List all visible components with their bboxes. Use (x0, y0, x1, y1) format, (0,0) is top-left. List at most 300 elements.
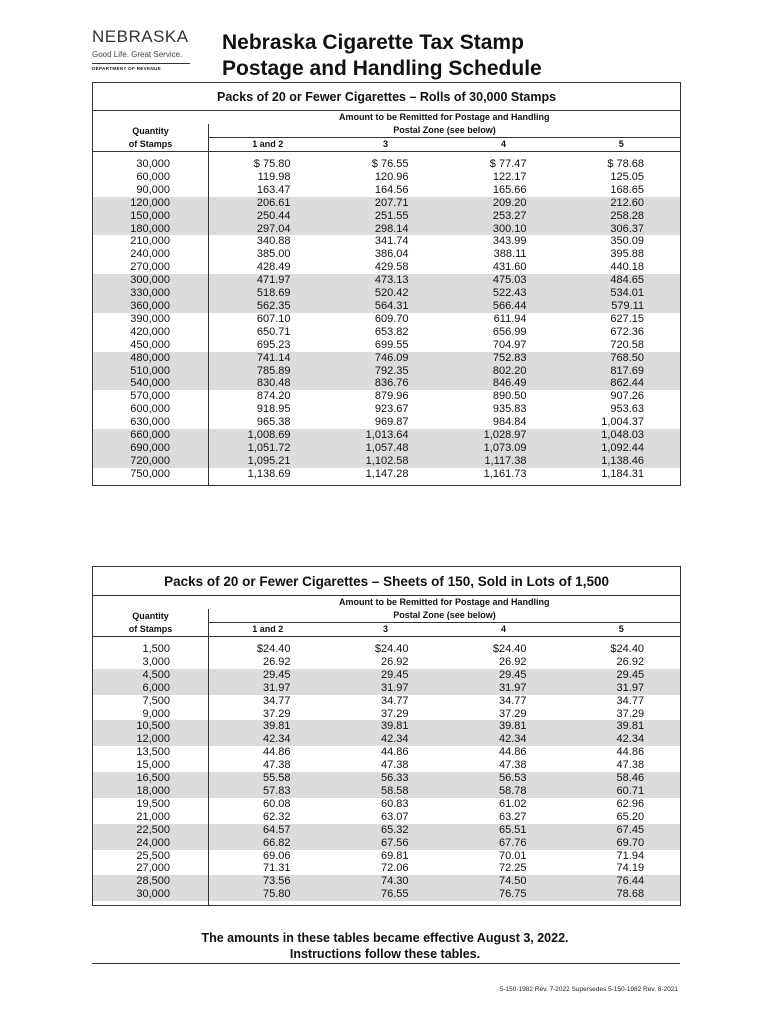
amount-cell: 1,161.73 (483, 467, 527, 480)
table-row (93, 158, 681, 171)
table-row (93, 811, 681, 824)
table-row (93, 377, 681, 390)
quantity-cell: 180,000 (93, 223, 209, 236)
amount-cell: 1,057.48 (327, 442, 445, 455)
amount-cell: 1,028.97 (445, 429, 563, 442)
amount-cell: 62.96 (616, 797, 645, 810)
amount-cell: 672.36 (610, 325, 645, 338)
amount-cell: 704.97 (492, 338, 527, 351)
amount-cell: 60.08 (262, 797, 291, 810)
table-row (93, 733, 681, 746)
amount-cell: 907.26 (610, 390, 645, 403)
amount-cell: 42.34 (209, 733, 327, 746)
amount-cell: 34.77 (380, 694, 409, 707)
table-row (93, 197, 681, 210)
amount-cell: 522.43 (445, 287, 563, 300)
amount-cell: 484.65 (563, 274, 681, 287)
amount-cell: 428.49 (256, 261, 291, 274)
table-row (93, 184, 681, 197)
amount-cell: 699.55 (374, 338, 409, 351)
amount-cell: 55.58 (209, 772, 327, 785)
page-title (222, 30, 542, 82)
amount-cell: 58.58 (327, 785, 445, 798)
table-row (93, 210, 681, 223)
amount-cell: 862.44 (563, 377, 681, 390)
amount-cell: 1,051.72 (209, 442, 327, 455)
amount-cell: 65.32 (327, 824, 445, 837)
amount-cell: $24.40 (610, 643, 645, 655)
zone-header: 3 (327, 138, 445, 152)
quantity-cell: 4,500 (93, 669, 209, 682)
amount-cell: 206.61 (209, 197, 327, 210)
sheets-schedule-table (92, 566, 681, 906)
logo-wordmark: NEBRASKA (92, 27, 189, 46)
amount-cell: 984.84 (492, 416, 527, 429)
amount-cell: 792.35 (327, 365, 445, 378)
amount-cell: 817.69 (563, 365, 681, 378)
amount-cell: 71.31 (262, 862, 291, 875)
table-row (93, 403, 681, 416)
table-body (93, 158, 681, 481)
amount-cell: 76.44 (563, 875, 681, 888)
amount-cell: 830.48 (209, 377, 327, 390)
logo-department: DEPARTMENT OF REVENUE (92, 66, 161, 71)
amount-cell: 209.20 (445, 197, 563, 210)
quantity-cell: 690,000 (93, 442, 209, 455)
amount-cell: 58.46 (563, 772, 681, 785)
amount-cell: 47.38 (498, 759, 527, 772)
table-row (93, 746, 681, 759)
amount-cell: 562.35 (209, 300, 327, 313)
amount-cell: 388.11 (493, 248, 527, 261)
amount-cell: 566.44 (445, 300, 563, 313)
amount-cell: 76.75 (445, 888, 563, 901)
table-caption: Packs of 20 or Fewer Cigarettes – Sheets of 150, Sold in Lots of 1,500 (93, 567, 681, 596)
amount-cell: 340.88 (256, 235, 291, 248)
amount-cell: 207.71 (327, 197, 445, 210)
amount-cell: 1,004.37 (601, 416, 645, 429)
amount-cell: 37.29 (498, 707, 527, 720)
amount-cell: 650.71 (256, 325, 291, 338)
amount-cell: 741.14 (209, 352, 327, 365)
amount-cell: 611.94 (493, 312, 527, 325)
table-row (93, 656, 681, 669)
quantity-cell: 16,500 (93, 772, 209, 785)
table-row (93, 824, 681, 837)
quantity-cell: 270,000 (93, 261, 209, 274)
amount-cell: 39.81 (445, 720, 563, 733)
amount-cell: 627.15 (610, 312, 645, 325)
amount-cell: 923.67 (374, 403, 409, 416)
quantity-cell: 450,000 (93, 339, 209, 352)
table-body (93, 643, 681, 901)
logo-divider (92, 63, 190, 64)
amount-cell: 39.81 (209, 720, 327, 733)
amount-cell: 64.57 (209, 824, 327, 837)
amount-cell: 473.13 (327, 274, 445, 287)
quantity-header (93, 124, 209, 152)
amount-cell: 350.09 (610, 235, 645, 248)
amount-cell: 67.56 (327, 837, 445, 850)
amount-cell: 37.29 (616, 707, 645, 720)
amount-cell: 60.71 (563, 785, 681, 798)
amount-cell: 44.86 (380, 746, 409, 759)
amount-cell: 836.76 (327, 377, 445, 390)
amount-cell: 78.68 (563, 888, 681, 901)
amount-cell: 44.86 (616, 746, 645, 759)
effective-line: The amounts in these tables became effective August 3, 2022. (201, 931, 569, 945)
amount-cell: 165.66 (492, 183, 527, 196)
amount-cell: $ 76.55 (371, 158, 409, 170)
amount-cell: 343.99 (492, 235, 527, 248)
quantity-header-line: of Stamps (128, 138, 173, 149)
zone-header: 4 (445, 138, 563, 152)
amount-cell: 61.02 (498, 797, 527, 810)
table-row (93, 171, 681, 184)
amount-cell: 69.81 (380, 849, 409, 862)
nebraska-logo (92, 28, 192, 71)
amount-cell: 752.83 (445, 352, 563, 365)
quantity-cell: 420,000 (93, 326, 209, 339)
zone-header: 1 and 2 (209, 138, 327, 152)
amount-cell: 31.97 (563, 682, 681, 695)
zone-header: 5 (563, 623, 681, 637)
amount-cell: 74.30 (327, 875, 445, 888)
amount-cell: 520.42 (327, 287, 445, 300)
quantity-cell: 390,000 (93, 313, 209, 326)
table-row (93, 708, 681, 721)
table-row (93, 772, 681, 785)
amount-cell: 1,073.09 (445, 442, 563, 455)
amount-cell: 953.63 (610, 403, 645, 416)
amount-cell: 69.06 (262, 849, 291, 862)
amount-cell: 66.82 (209, 837, 327, 850)
quantity-cell: 30,000 (93, 158, 209, 171)
quantity-header-line: of Stamps (128, 623, 173, 634)
amount-cell: 65.20 (616, 810, 645, 823)
quantity-cell: 13,500 (93, 746, 209, 759)
quantity-cell: 3,000 (93, 656, 209, 669)
table-row (93, 875, 681, 888)
amount-cell: 122.17 (492, 170, 527, 183)
effective-date-note (0, 930, 770, 962)
amount-cell: 879.96 (374, 390, 409, 403)
amount-cell: 440.18 (610, 261, 645, 274)
amount-cell: 70.01 (498, 849, 527, 862)
amount-cell: 802.20 (445, 365, 563, 378)
table-row (93, 888, 681, 901)
amount-cell: 386.04 (374, 248, 409, 261)
instructions-line: Instructions follow these tables. (289, 947, 481, 961)
amount-cell: 306.37 (563, 223, 681, 236)
amount-cell: 26.92 (262, 655, 291, 668)
amount-cell: 31.97 (327, 682, 445, 695)
amount-cell: 67.45 (563, 824, 681, 837)
quantity-cell: 24,000 (93, 837, 209, 850)
amount-cell: $ 75.80 (253, 158, 291, 170)
amount-header: Amount to be Remitted for Postage and Handling (339, 112, 550, 122)
amount-cell: 1,147.28 (365, 467, 409, 480)
amount-cell: 42.34 (563, 733, 681, 746)
table-row (93, 287, 681, 300)
table-row (93, 274, 681, 287)
table-row (93, 862, 681, 875)
amount-cell: 534.01 (563, 287, 681, 300)
amount-cell: 385.00 (256, 248, 291, 261)
table-row (93, 429, 681, 442)
table-row (93, 785, 681, 798)
quantity-cell: 630,000 (93, 416, 209, 429)
amount-cell: 34.77 (262, 694, 291, 707)
postal-zone-header: Postal Zone (see below) (209, 609, 681, 623)
quantity-cell: 7,500 (93, 695, 209, 708)
quantity-cell: 90,000 (93, 184, 209, 197)
amount-cell: 125.05 (610, 170, 645, 183)
quantity-cell: 27,000 (93, 862, 209, 875)
table-row (93, 235, 681, 248)
table-row (93, 390, 681, 403)
quantity-cell: 330,000 (93, 287, 209, 300)
amount-cell: 69.70 (563, 837, 681, 850)
amount-cell: 890.50 (492, 390, 527, 403)
amount-cell: 341.74 (374, 235, 409, 248)
footer-divider (92, 963, 680, 964)
table-row (93, 455, 681, 468)
amount-cell: 29.45 (445, 669, 563, 682)
table-row (93, 468, 681, 481)
quantity-cell: 6,000 (93, 682, 209, 695)
amount-cell: 935.83 (492, 403, 527, 416)
zone-header: 1 and 2 (209, 623, 327, 637)
amount-cell: 695.23 (256, 338, 291, 351)
quantity-cell: 28,500 (93, 875, 209, 888)
table-row (93, 365, 681, 378)
amount-cell: 297.04 (209, 223, 327, 236)
quantity-cell: 30,000 (93, 888, 209, 901)
quantity-cell: 22,500 (93, 824, 209, 837)
table-row (93, 682, 681, 695)
amount-cell: 1,095.21 (209, 455, 327, 468)
quantity-cell: 150,000 (93, 210, 209, 223)
amount-cell: 29.45 (327, 669, 445, 682)
postal-zone-header: Postal Zone (see below) (209, 124, 681, 138)
amount-cell: 62.32 (262, 810, 291, 823)
quantity-cell: 21,000 (93, 811, 209, 824)
quantity-cell: 60,000 (93, 171, 209, 184)
quantity-cell: 570,000 (93, 390, 209, 403)
amount-cell: 1,138.69 (247, 467, 291, 480)
amount-cell: $24.40 (256, 643, 291, 655)
quantity-cell: 600,000 (93, 403, 209, 416)
quantity-cell: 9,000 (93, 708, 209, 721)
table-caption: Packs of 20 or Fewer Cigarettes – Rolls of 30,000 Stamps (93, 83, 681, 111)
table-row (93, 261, 681, 274)
amount-cell: 1,184.31 (601, 467, 645, 480)
title-line-1: Nebraska Cigarette Tax Stamp (222, 31, 524, 54)
quantity-cell: 19,500 (93, 798, 209, 811)
table-row (93, 720, 681, 733)
amount-cell: 564.31 (327, 300, 445, 313)
amount-cell: 1,008.69 (209, 429, 327, 442)
logo-tagline: Good Life. Great Service. (92, 50, 183, 59)
amount-cell: 47.38 (380, 759, 409, 772)
table-row (93, 837, 681, 850)
quantity-cell: 12,000 (93, 733, 209, 746)
amount-cell: 656.99 (492, 325, 527, 338)
title-line-2: Postage and Handling Schedule (222, 57, 542, 80)
table-row (93, 416, 681, 429)
quantity-cell: 25,500 (93, 850, 209, 863)
table-row (93, 643, 681, 656)
quantity-cell: 300,000 (93, 274, 209, 287)
amount-cell: 518.69 (209, 287, 327, 300)
quantity-cell: 720,000 (93, 455, 209, 468)
amount-header: Amount to be Remitted for Postage and Handling (339, 597, 550, 607)
amount-cell: $ 78.68 (607, 158, 645, 170)
table-row (93, 300, 681, 313)
amount-cell: 39.81 (327, 720, 445, 733)
amount-cell: 258.28 (563, 210, 681, 223)
amount-cell: 1,013.64 (327, 429, 445, 442)
amount-cell: 163.47 (256, 183, 291, 196)
amount-cell: 120.96 (374, 170, 409, 183)
amount-cell: 44.86 (262, 746, 291, 759)
amount-cell: 918.95 (256, 403, 291, 416)
quantity-cell: 660,000 (93, 429, 209, 442)
amount-cell: 56.33 (327, 772, 445, 785)
quantity-cell: 360,000 (93, 300, 209, 313)
amount-cell: 39.81 (563, 720, 681, 733)
amount-cell: 874.20 (256, 390, 291, 403)
table-row (93, 669, 681, 682)
quantity-cell: 240,000 (93, 248, 209, 261)
quantity-cell: 480,000 (93, 352, 209, 365)
amount-cell: 57.83 (209, 785, 327, 798)
amount-cell: 60.83 (380, 797, 409, 810)
amount-cell: $24.40 (492, 643, 527, 655)
table-row (93, 695, 681, 708)
zone-header: 5 (563, 138, 681, 152)
amount-cell: 168.65 (610, 183, 645, 196)
amount-cell: 47.38 (616, 759, 645, 772)
amount-cell: 29.45 (563, 669, 681, 682)
amount-cell: 26.92 (616, 655, 645, 668)
amount-cell: 768.50 (563, 352, 681, 365)
form-number: 5-150-1982 Rev. 7-2022 Supersedes 5-150-1982 Rev. 8-2021 (499, 986, 678, 993)
table-row (93, 248, 681, 261)
amount-cell: 31.97 (445, 682, 563, 695)
quantity-cell: 18,000 (93, 785, 209, 798)
quantity-header-line: Quantity (132, 125, 169, 136)
amount-cell: 63.27 (498, 810, 527, 823)
quantity-cell: 10,500 (93, 720, 209, 733)
amount-cell: 253.27 (445, 210, 563, 223)
amount-cell: 429.58 (374, 261, 409, 274)
amount-cell: 1,102.58 (327, 455, 445, 468)
amount-cell: 63.07 (380, 810, 409, 823)
amount-cell: 1,117.38 (445, 455, 563, 468)
zone-header: 3 (327, 623, 445, 637)
amount-cell: 965.38 (256, 416, 291, 429)
amount-cell: $24.40 (374, 643, 409, 655)
amount-cell: 34.77 (498, 694, 527, 707)
quantity-header (93, 609, 209, 637)
amount-cell: 72.25 (498, 862, 527, 875)
amount-cell: 58.78 (445, 785, 563, 798)
amount-cell: 119.98 (257, 170, 291, 183)
quantity-cell: 1,500 (93, 643, 209, 656)
table-row (93, 326, 681, 339)
amount-cell: 37.29 (262, 707, 291, 720)
zone-header: 4 (445, 623, 563, 637)
table-row (93, 223, 681, 236)
amount-cell: 65.51 (445, 824, 563, 837)
amount-cell: 607.10 (256, 312, 291, 325)
amount-cell: 300.10 (445, 223, 563, 236)
amount-cell: 720.58 (610, 338, 645, 351)
amount-cell: 431.60 (492, 261, 527, 274)
amount-cell: 71.94 (616, 849, 645, 862)
amount-cell: 34.77 (616, 694, 645, 707)
amount-cell: 609.70 (374, 312, 409, 325)
amount-cell: 74.50 (445, 875, 563, 888)
amount-cell: 29.45 (209, 669, 327, 682)
amount-cell: 67.76 (445, 837, 563, 850)
amount-cell: 76.55 (327, 888, 445, 901)
amount-cell: 251.55 (327, 210, 445, 223)
table-row (93, 313, 681, 326)
amount-cell: 42.34 (327, 733, 445, 746)
table-row (93, 352, 681, 365)
amount-cell: 250.44 (209, 210, 327, 223)
amount-cell: 746.09 (327, 352, 445, 365)
table-row (93, 759, 681, 772)
quantity-cell: 510,000 (93, 365, 209, 378)
amount-cell: 73.56 (209, 875, 327, 888)
amount-cell: 74.19 (616, 862, 645, 875)
amount-cell: 164.56 (374, 183, 409, 196)
amount-cell: 37.29 (380, 707, 409, 720)
amount-cell: 56.53 (445, 772, 563, 785)
amount-cell: 31.97 (209, 682, 327, 695)
amount-cell: 42.34 (445, 733, 563, 746)
quantity-cell: 210,000 (93, 235, 209, 248)
amount-cell: 1,092.44 (563, 442, 681, 455)
amount-cell: 785.89 (209, 365, 327, 378)
table-row (93, 850, 681, 863)
quantity-cell: 540,000 (93, 377, 209, 390)
table-row (93, 339, 681, 352)
quantity-cell: 120,000 (93, 197, 209, 210)
amount-cell: 1,048.03 (563, 429, 681, 442)
amount-cell: 26.92 (380, 655, 409, 668)
quantity-header-line: Quantity (132, 610, 169, 621)
amount-cell: 969.87 (374, 416, 409, 429)
amount-cell: 653.82 (374, 325, 409, 338)
amount-cell: 75.80 (209, 888, 327, 901)
table-row (93, 798, 681, 811)
quantity-cell: 750,000 (93, 468, 209, 481)
amount-cell: 72.06 (380, 862, 409, 875)
amount-cell: 579.11 (563, 300, 681, 313)
amount-cell: 471.97 (209, 274, 327, 287)
amount-cell: 1,138.46 (563, 455, 681, 468)
rolls-schedule-table (92, 82, 681, 486)
amount-cell: 846.49 (445, 377, 563, 390)
amount-cell: 47.38 (262, 759, 291, 772)
table-row (93, 442, 681, 455)
amount-cell: 475.03 (445, 274, 563, 287)
